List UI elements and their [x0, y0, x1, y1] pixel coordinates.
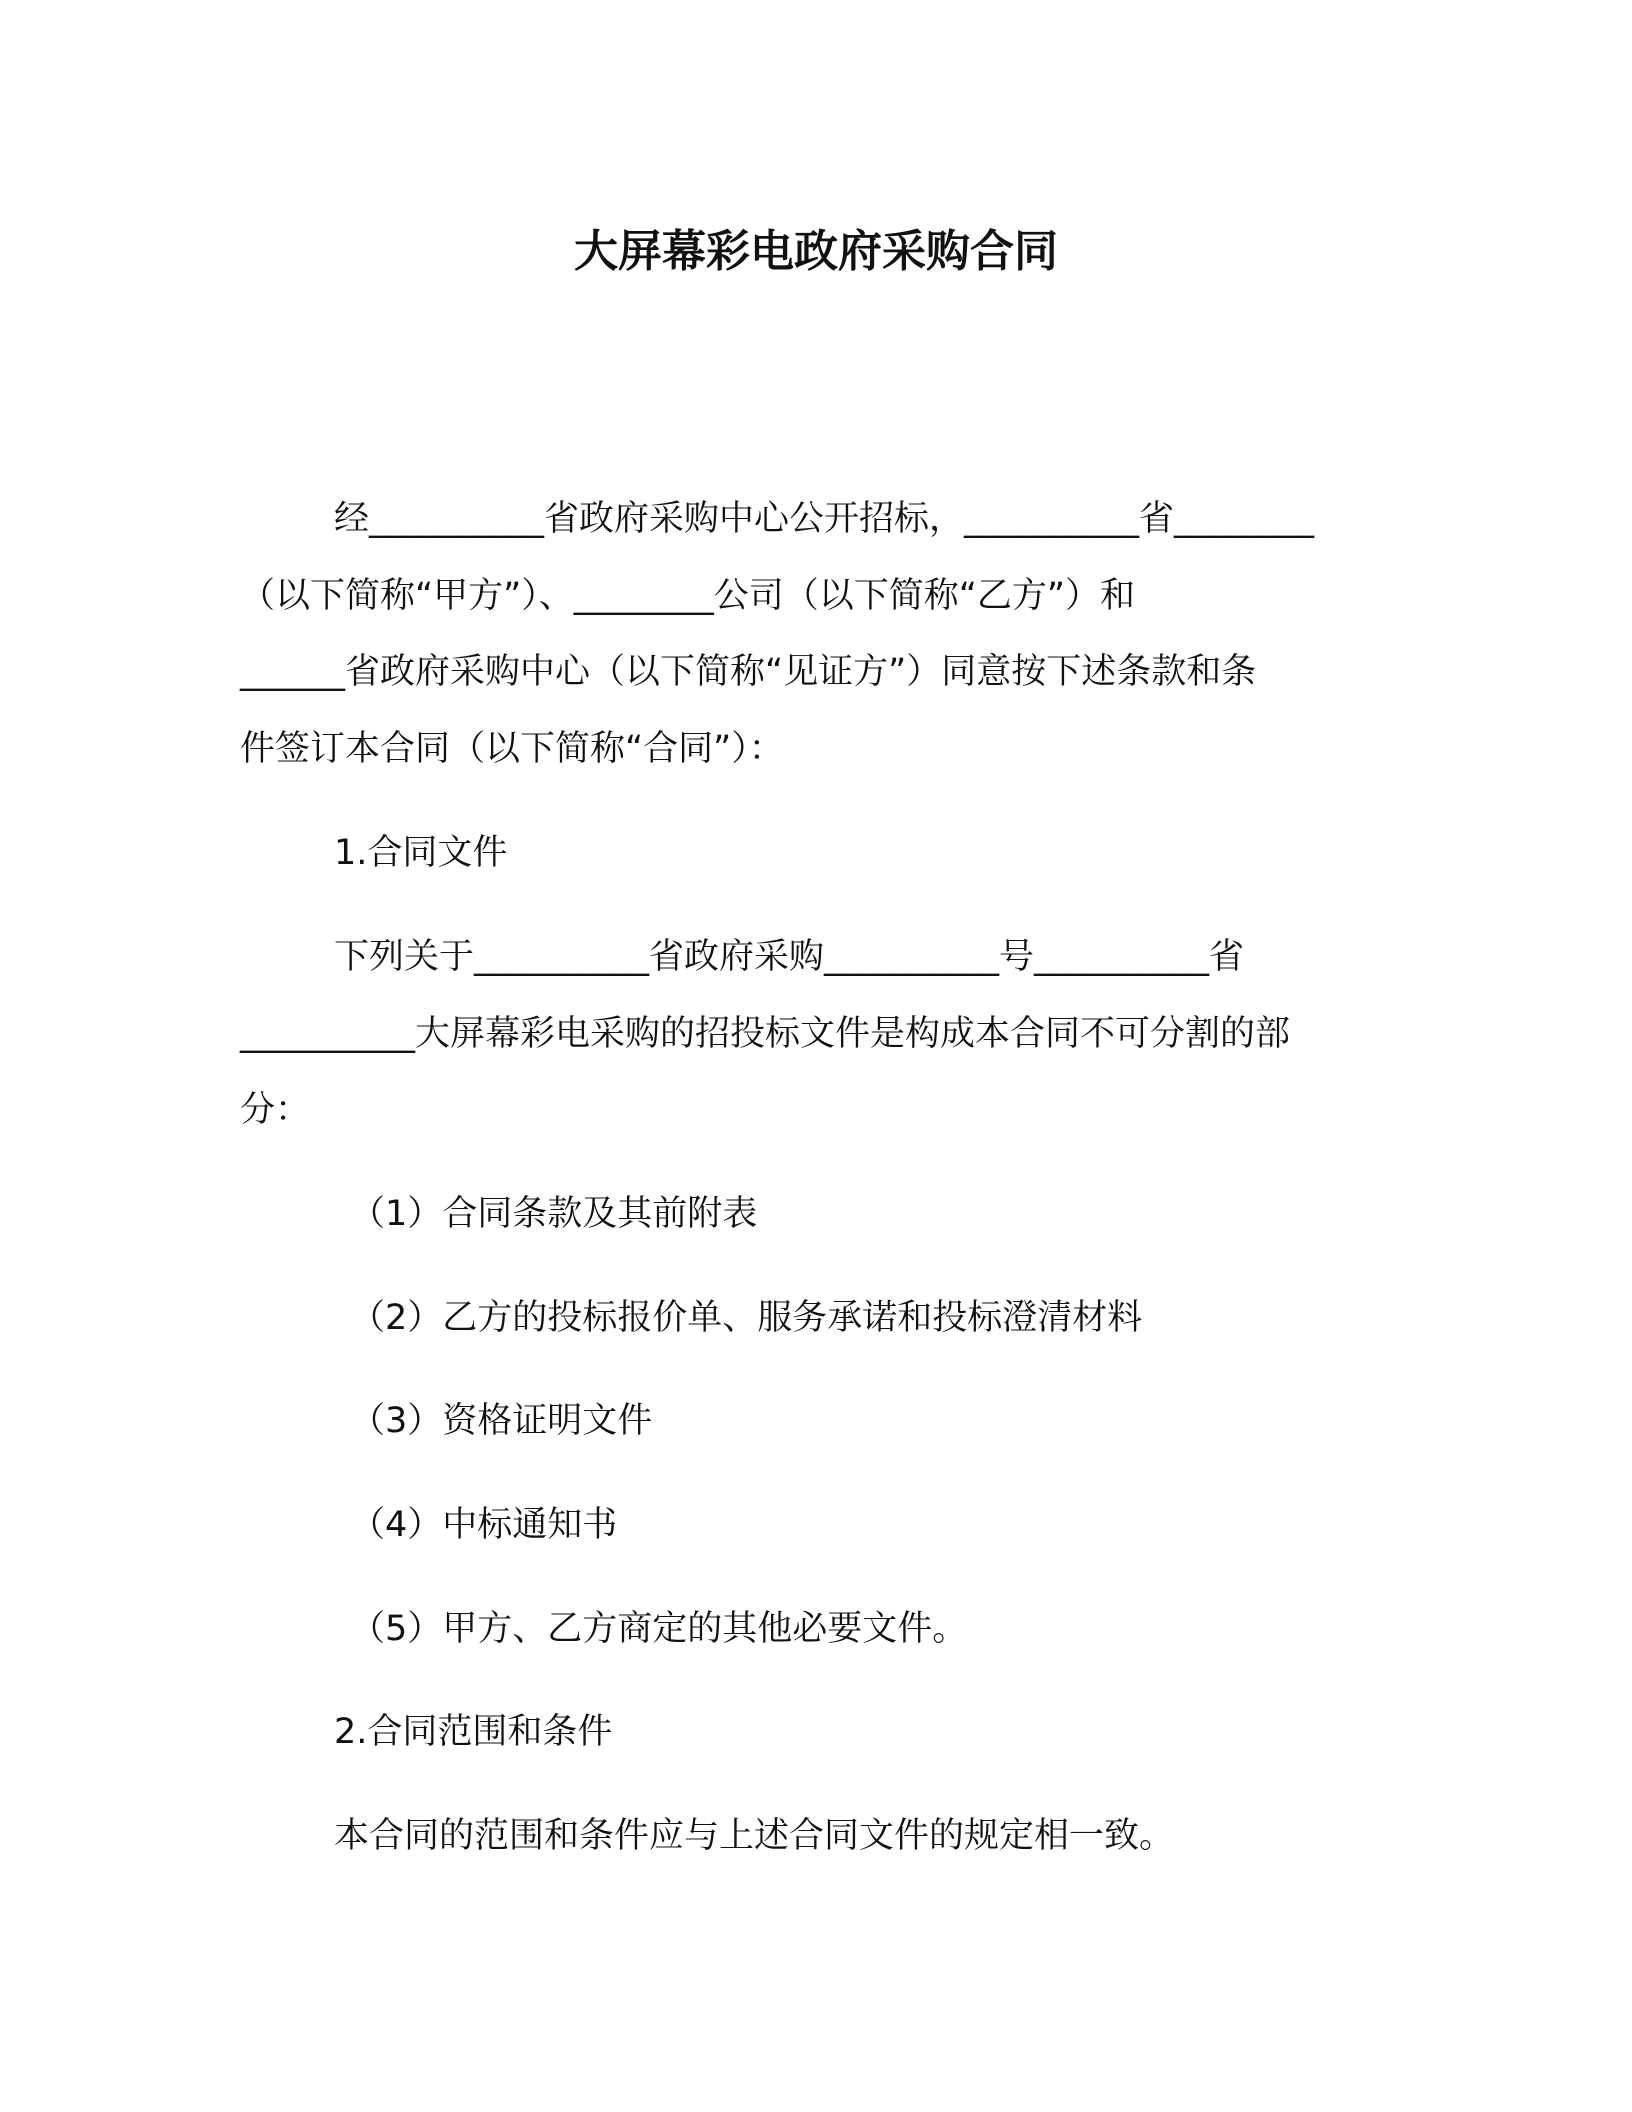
list-item: （2）乙方的投标报价单、服务承诺和投标澄清材料 — [350, 1298, 1143, 1338]
list-item: （3）资格证明文件 — [350, 1401, 653, 1441]
section1-heading: 1.合同文件 — [334, 833, 508, 873]
section2-para: 本合同的范围和条件应与上述合同文件的规定相一致。 — [334, 1816, 1175, 1856]
section1-para-line-2: __________大屏幕彩电采购的招投标文件是构成本合同不可分割的部 — [240, 1014, 1291, 1054]
list-item: （5）甲方、乙方商定的其他必要文件。 — [350, 1609, 968, 1649]
intro-line-3: ______省政府采购中心（以下简称“见证方”）同意按下述条款和条 — [240, 652, 1257, 692]
section2-heading: 2.合同范围和条件 — [334, 1712, 613, 1752]
document-title: 大屏幕彩电政府采购合同 — [574, 226, 1058, 277]
section1-para-line-3: 分： — [240, 1090, 311, 1130]
intro-line-4: 件签订本合同（以下简称“合同”）： — [240, 729, 784, 769]
list-item: （1）合同条款及其前附表 — [350, 1194, 758, 1234]
list-item: （4）中标通知书 — [350, 1505, 618, 1545]
intro-line-1: 经__________省政府采购中心公开招标，__________省________ — [334, 499, 1315, 539]
intro-line-2: （以下简称“甲方”）、________公司（以下简称“乙方”）和 — [240, 576, 1136, 616]
section1-para-line-1: 下列关于__________省政府采购__________号__________省 — [334, 937, 1245, 977]
